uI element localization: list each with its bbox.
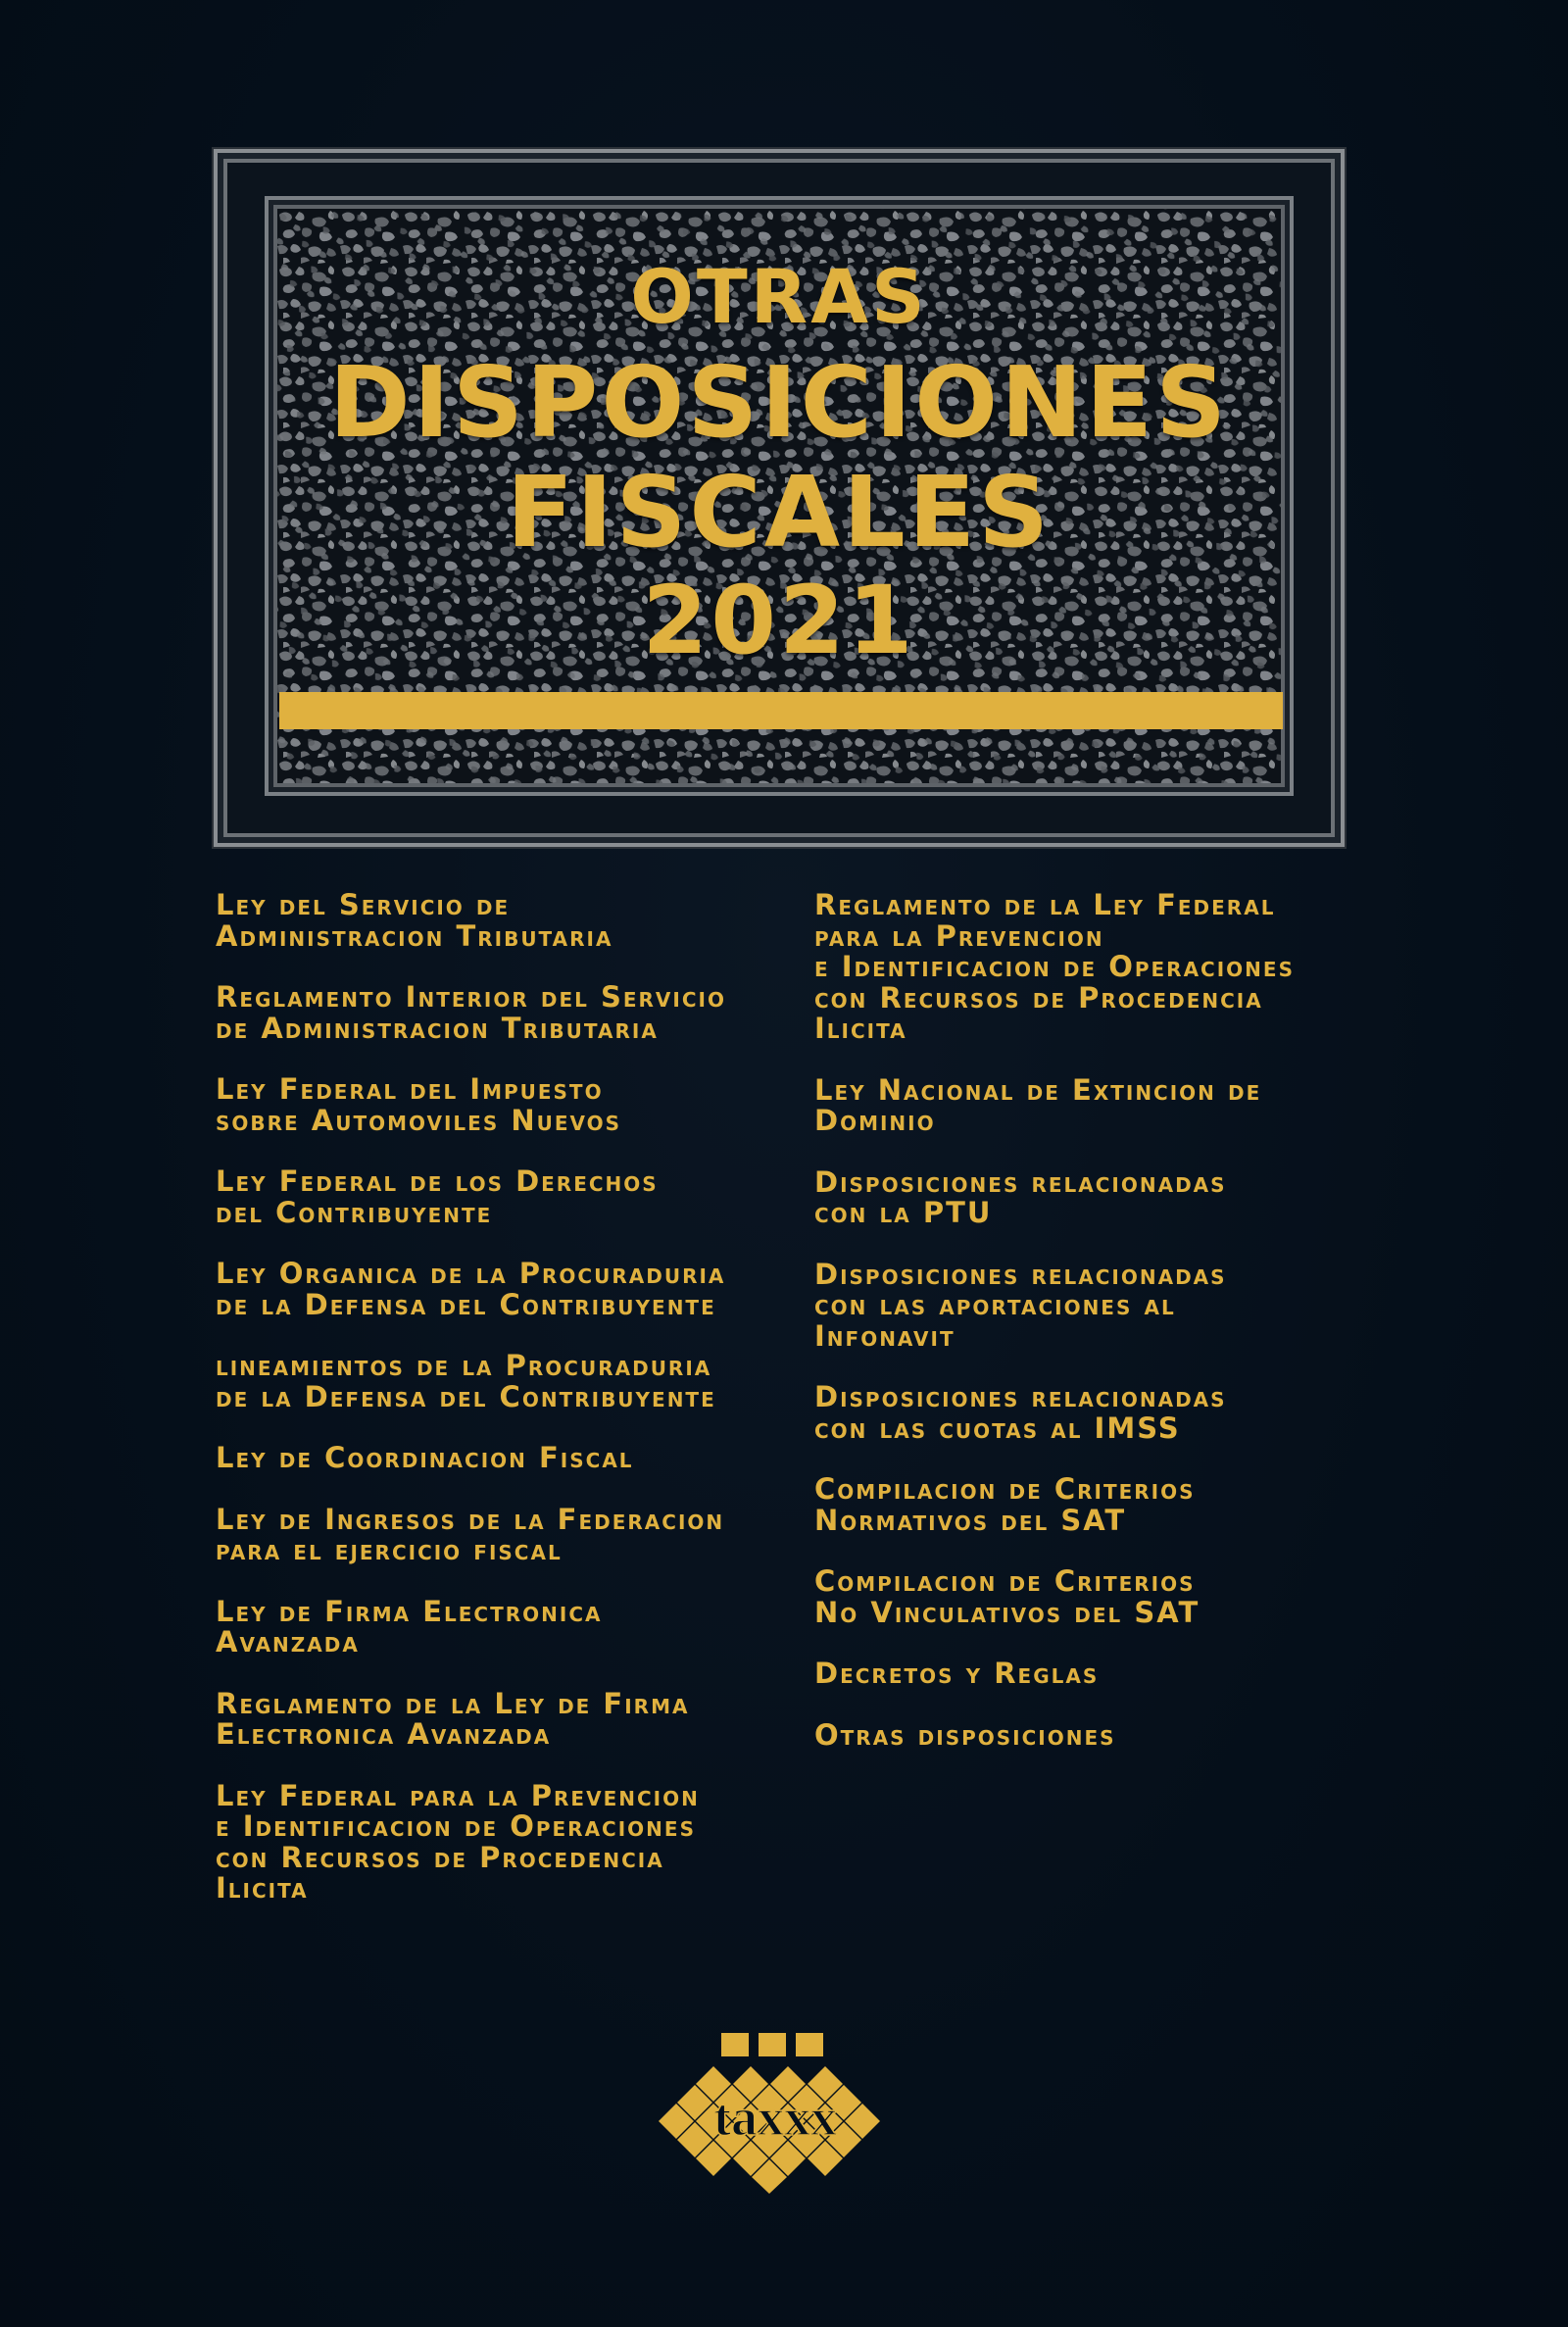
contents-column-right bbox=[814, 890, 1363, 1781]
contents-item: Compilacion de Criterios Normativos del SAT bbox=[814, 1472, 1196, 1537]
contents-item: Ley del Servicio de Administracion Tributaria bbox=[216, 888, 613, 953]
contents-item: Ley Federal para la Prevencion e Identificacion de Operaciones con Recursos de Procedencia Ilicita bbox=[216, 1778, 700, 1905]
contents-item: Ley Federal del Impuesto sobre Automoviles Nuevos bbox=[216, 1072, 622, 1137]
contents-item: Reglamento de la Ley de Firma Electronica Avanzada bbox=[216, 1686, 690, 1751]
contents-item: Disposiciones relacionadas con las cuotas al IMSS bbox=[814, 1380, 1227, 1445]
contents-item: Reglamento Interior del Servicio de Administracion Tributaria bbox=[216, 980, 726, 1045]
title-underline-bar bbox=[279, 692, 1283, 729]
contents-item: Disposiciones relacionadas con la PTU bbox=[814, 1164, 1227, 1229]
contents-item: Compilacion de Criterios No Vinculativos del SAT bbox=[814, 1564, 1200, 1629]
contents-item: Ley Nacional de Extincion de Dominio bbox=[814, 1072, 1262, 1137]
title-line-1: OTRAS bbox=[630, 253, 928, 340]
title-line-3: FISCALES bbox=[506, 455, 1053, 569]
contents-item: Disposiciones relacionadas con las aportaciones al Infonavit bbox=[814, 1257, 1227, 1353]
contents-item: Ley de Coordinacion Fiscal bbox=[216, 1441, 634, 1474]
contents-item: Ley de Firma Electronica Avanzada bbox=[216, 1594, 603, 1659]
contents-column-left bbox=[216, 890, 784, 1935]
title-year: 2021 bbox=[642, 566, 916, 675]
contents-item: Ley Organica de la Procuraduria de la Defensa del Contribuyente bbox=[216, 1257, 726, 1321]
contents-item: Otras disposiciones bbox=[814, 1717, 1116, 1752]
contents-item: Ley Federal de los Derechos del Contribuyente bbox=[216, 1164, 659, 1229]
contents-item: lineamientos de la Procuraduria de la Defensa del Contribuyente bbox=[216, 1349, 716, 1413]
taxxx-logo-icon bbox=[655, 2033, 896, 2194]
title-line-2: DISPOSICIONES bbox=[328, 345, 1230, 460]
contents-item: Ley de Ingresos de la Federacion para el ejercicio fiscal bbox=[216, 1502, 725, 1566]
contents-item: Reglamento de la Ley Federal para la Prevencion e Identificacion de Operaciones con Recursos de Procedencia Ilicita bbox=[814, 888, 1295, 1045]
book-title bbox=[277, 209, 1281, 675]
contents-item: Decretos y Reglas bbox=[814, 1657, 1100, 1690]
logo-wordmark: taxxx bbox=[713, 2088, 837, 2147]
